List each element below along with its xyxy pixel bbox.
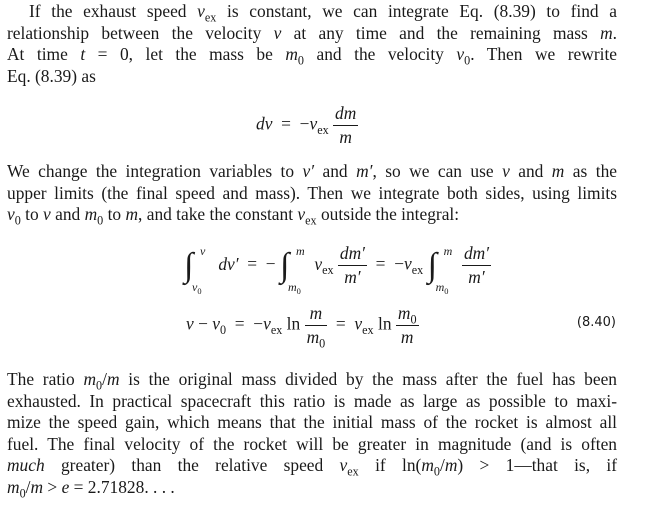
text-line: Eq. (8.39) as <box>7 65 96 86</box>
equation-number: (8.40) <box>576 315 616 330</box>
fraction: $\frac{dm'}{m'}$ <box>463 243 489 287</box>
fraction: $\frac{m_0}{m}$ <box>397 303 417 347</box>
fraction: $\frac{dm}{m}$ <box>335 103 357 147</box>
text-line: At time t = 0, let the mass be $m_0$ and the velocity $v_0$. Then we rewrite <box>7 44 617 68</box>
paragraph-intro <box>7 1 617 87</box>
integral-sign: ∫ m $m_0$ <box>427 243 453 296</box>
text-line: $m_0/m > e = 2.71828$. . . . <box>7 476 175 500</box>
text-line: fuel. The final velocity of the rocket will be greater in magnitude (and is often <box>7 433 617 454</box>
text-line: much greater) than the relative speed $v_{ex}$ if $\ln(m_0/m)$ > 1—that is, if <box>7 455 617 479</box>
text-line: The ratio $m_0/m$ is the original mass divided by the mass after the fuel has been <box>7 369 617 393</box>
text-line: relationship between the velocity v at any time and the remaining mass m. <box>7 22 617 43</box>
equation-8-40: $v - v_0 = -v_{ex}$ ln $\frac{m}{m_0}$ = $v_{ex}$ ln $\frac{m_0}{m}$ <box>186 303 417 351</box>
fraction: $\frac{m}{m_0}$ <box>306 303 326 351</box>
text-line: exhausted. In practical spacecraft this ratio is made as large as possible to maxi- <box>7 390 617 411</box>
text-line: If the exhaust speed $v_{ex}$ is constant, we can integrate Eq. (8.39) to find a <box>29 1 617 25</box>
integral-sign: ∫ m $m_0$ <box>279 243 305 296</box>
equation-integral: ∫ v $v_0$ dv′ = − ∫ m $m_0$ $v_{ex}$ $\frac{dm'}{m'}$ = $-v_{ex}$ ∫ m $m_0$ $\frac{dm'}{m'}$ <box>184 243 489 296</box>
paragraph-integration <box>7 161 617 226</box>
text-line: upper limits (the final speed and mass). Then we integrate both sides, using limits <box>7 182 617 203</box>
text-line: We change the integration variables to v′ and m′, so we can use v and m as the <box>7 161 617 181</box>
integral-sign: ∫ v $v_0$ <box>184 243 206 296</box>
text-line: mize the speed gain, which means that the initial mass of the rocket is almost all <box>7 412 617 432</box>
text-line: $v_0$ to v and $m_0$ to m, and take the constant $v_{ex}$ outside the integral: <box>7 204 460 228</box>
paragraph-mass-ratio <box>7 369 617 498</box>
fraction: $\frac{dm'}{m'}$ <box>339 243 365 287</box>
equation-8-39: dv = $-v_{ex}$ $\frac{dm}{m}$ <box>256 103 357 147</box>
